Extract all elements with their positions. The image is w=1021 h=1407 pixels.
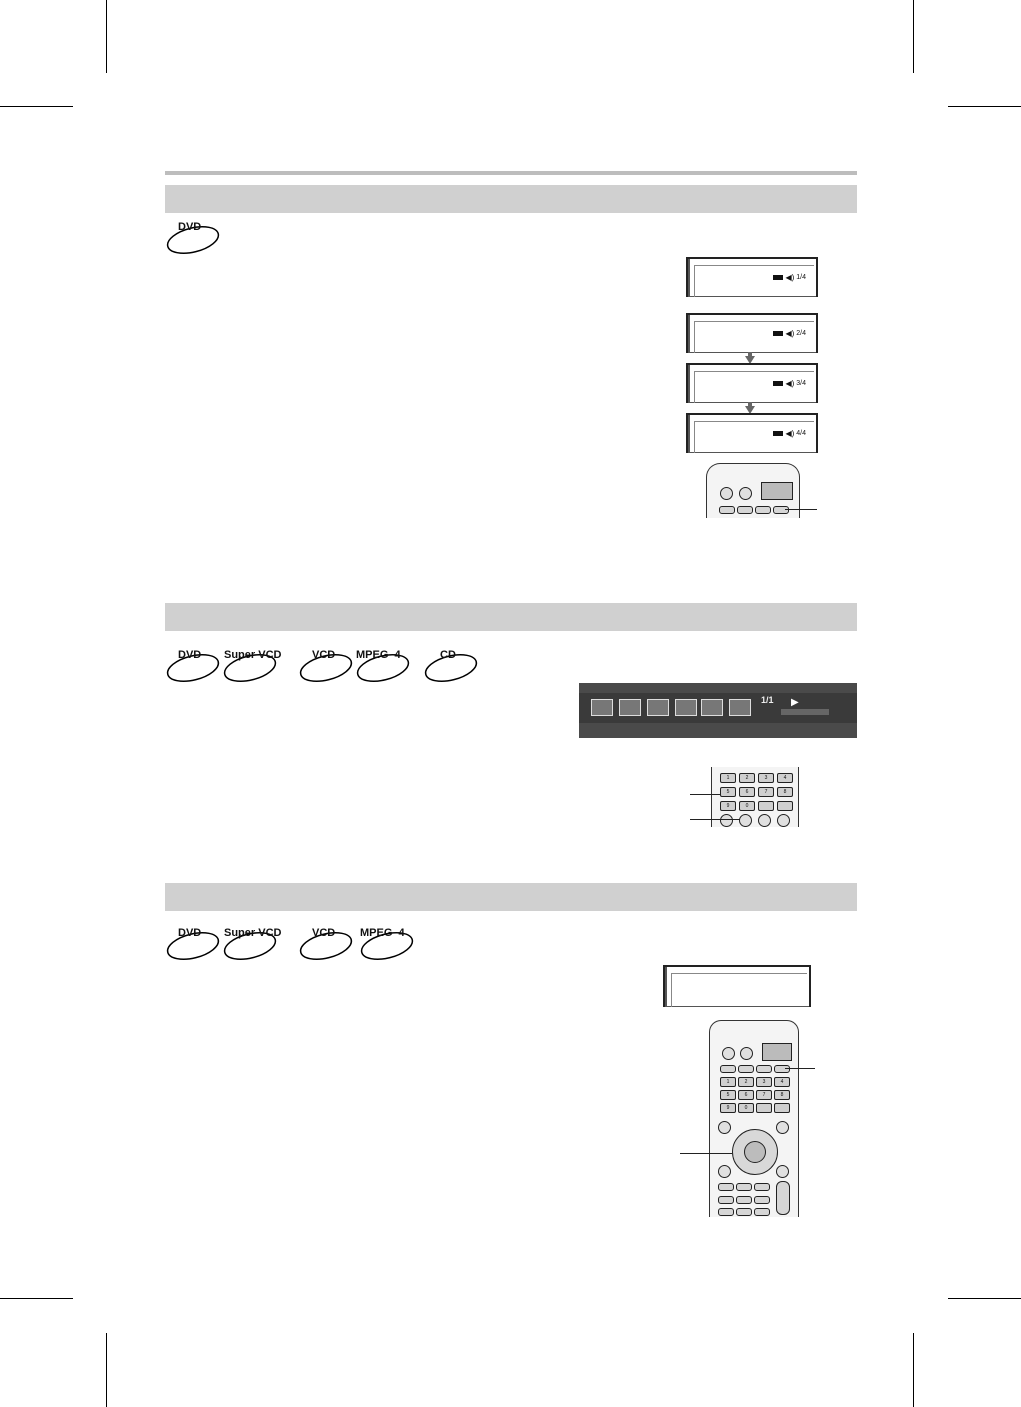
angle-icon [701,699,723,716]
input-field [781,709,829,715]
crop-mark [106,1333,107,1407]
osd-screen: ◀) 2/4 [686,313,818,353]
remote-button [738,1065,754,1073]
crop-mark [913,1333,914,1407]
audio-button-icon [773,506,789,514]
osd-screen: ◀) 4/4 [686,413,818,453]
disc-badge: DVD [165,926,221,962]
callout-line [690,794,720,795]
disc-badge: CD [423,648,479,684]
disc-badge: MPEG–4 [359,926,415,962]
speaker-icon [773,275,783,280]
remote-button [756,1103,772,1113]
disc-badge: Super VCD [222,926,278,962]
osd-screen [663,965,811,1007]
power-button-icon [722,1047,735,1060]
enter-button-icon [744,1141,766,1163]
remote-button [718,1121,731,1134]
remote-control-illustration: 1 2 3 4 5 6 7 8 9 0 [709,1020,799,1217]
crop-mark [948,106,1021,107]
disc-badge: VCD [298,926,354,962]
subtitle-icon [647,699,669,716]
speaker-icon [773,431,783,436]
speaker-icon [773,331,783,336]
remote-button [758,801,774,811]
disc-badge: DVD [165,648,221,684]
volume-rocker-icon [776,1181,790,1215]
remote-button [776,1121,789,1134]
eject-button-icon [740,1047,753,1060]
remote-button [756,1065,772,1073]
disc-badge: VCD [298,648,354,684]
remote-button [777,814,790,827]
remote-button [718,1196,734,1204]
osd-screen: ◀) 1/4 [686,257,818,297]
remote-button [776,1165,789,1178]
crop-mark [0,106,73,107]
remote-button [736,1208,752,1216]
mode-switch-icon [762,1043,792,1061]
remote-button [720,1065,736,1073]
crop-mark [913,0,914,73]
eject-button-icon [739,487,752,500]
remote-button [754,1183,770,1191]
remote-button [720,814,733,827]
remote-button [718,1183,734,1191]
remote-button [777,801,793,811]
power-button-icon [720,487,733,500]
disc-badge: MPEG–4 [355,648,411,684]
remote-button [718,1208,734,1216]
remote-button [754,1208,770,1216]
play-icon: ▶ [791,697,799,708]
remote-button [754,1196,770,1204]
crop-mark [106,0,107,73]
disc-icon [619,699,641,716]
callout-line [680,1153,732,1154]
remote-button [758,814,771,827]
section-header-bar [165,883,857,911]
mode-switch-icon [761,482,793,500]
track-count: 1/1 [761,695,774,705]
disc-badge: Super VCD [222,648,278,684]
remote-button [774,1065,790,1073]
remote-button [719,506,735,514]
remote-button [737,506,753,514]
crop-mark [948,1298,1021,1299]
disc-badge: DVD [165,220,221,256]
remote-button [755,506,771,514]
speaker-icon [773,381,783,386]
crop-mark [0,1298,73,1299]
remote-button [736,1196,752,1204]
callout-line [690,819,740,820]
enter-button-icon [739,814,752,827]
section-header-bar [165,603,857,631]
callout-line [785,1068,815,1069]
remote-button [774,1103,790,1113]
section-header-bar [165,185,857,213]
edit-icon [729,699,751,716]
osd-screen: ◀) 3/4 [686,363,818,403]
remote-button [736,1183,752,1191]
disc-icon [591,699,613,716]
on-screen-menu-bar [579,683,857,738]
audio-icon [675,699,697,716]
remote-button [718,1165,731,1178]
callout-line [785,509,817,510]
remote-keypad-illustration: 1 2 3 4 5 6 7 8 9 0 [711,767,799,827]
header-rule [165,171,857,175]
